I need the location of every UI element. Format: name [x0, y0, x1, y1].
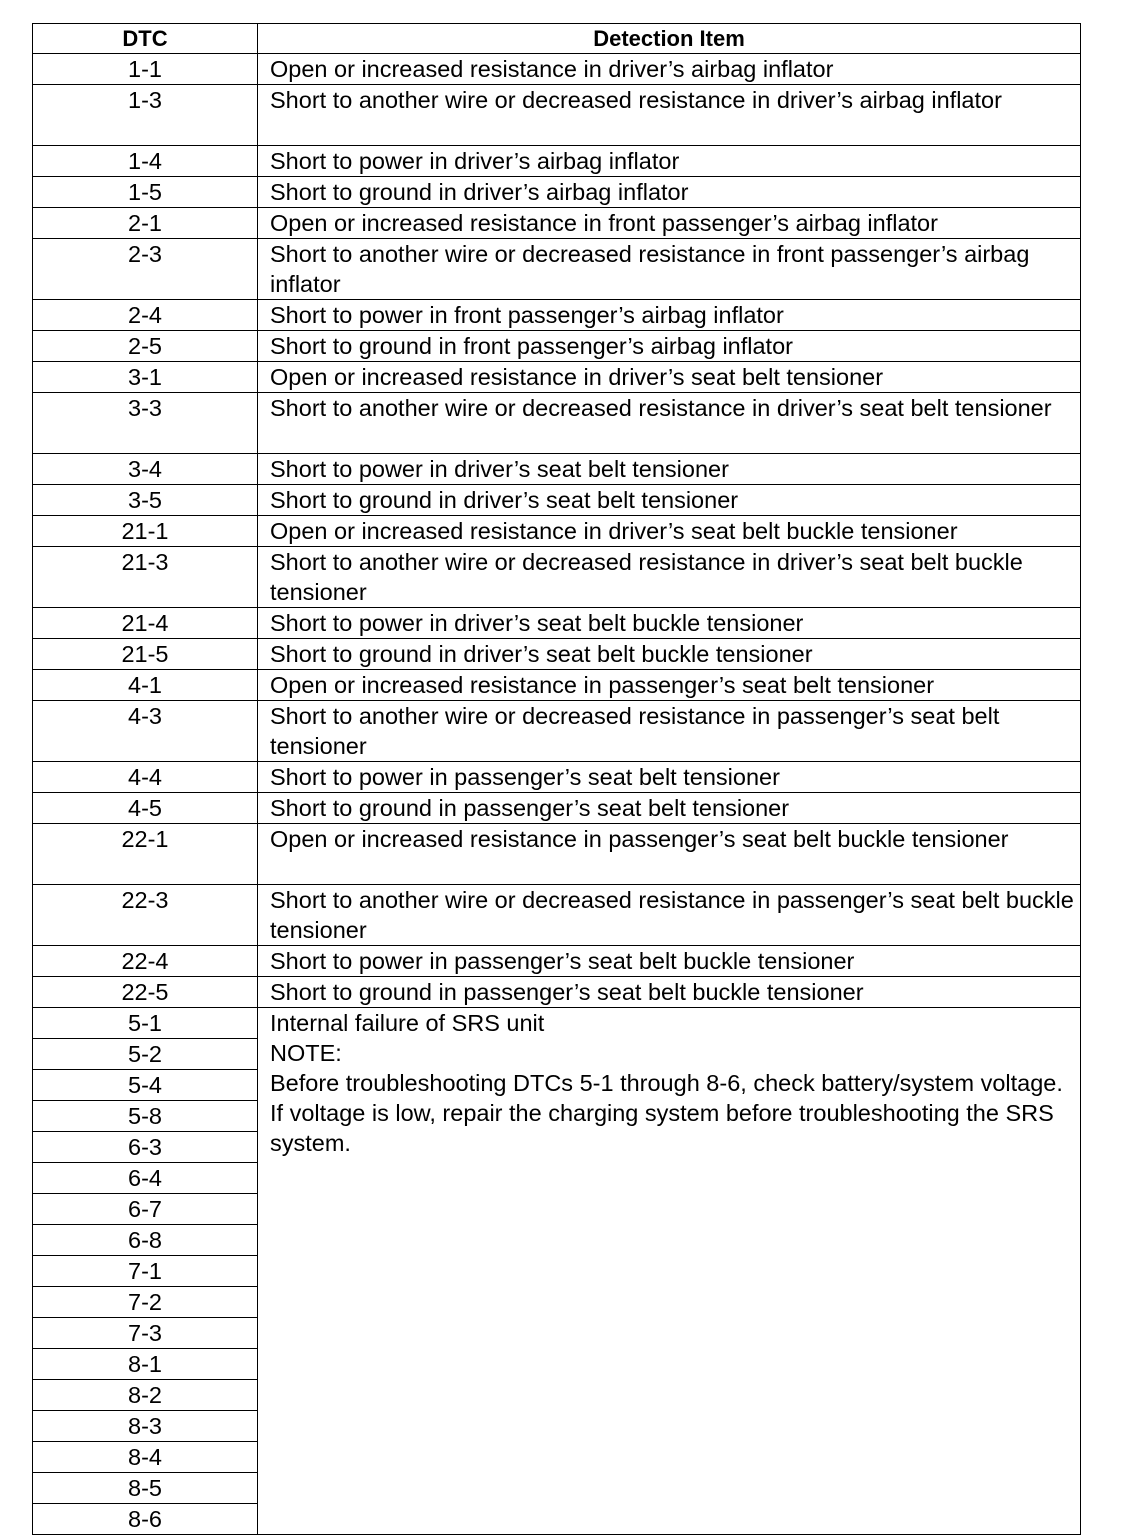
dtc-code: 3-3	[33, 393, 258, 454]
srs-internal-failure-cell	[258, 1008, 1081, 1535]
dtc-code: 22-3	[33, 885, 258, 946]
table-row	[33, 85, 1081, 146]
dtc-table	[32, 23, 1081, 1535]
dtc-code: 21-3	[33, 547, 258, 608]
internal-failure-text: Internal failure of SRS unit	[270, 1010, 545, 1036]
table-row	[33, 1008, 1081, 1039]
dtc-code: 1-3	[33, 85, 258, 146]
dtc-code: 2-5	[33, 331, 258, 362]
dtc-code: 6-8	[33, 1225, 258, 1256]
table-row	[33, 300, 1081, 331]
detection-item: Short to power in front passenger’s airbag inflator	[258, 300, 1081, 331]
dtc-code: 4-1	[33, 670, 258, 701]
detection-item: Short to power in passenger’s seat belt buckle tensioner	[258, 946, 1081, 977]
dtc-code: 6-3	[33, 1132, 258, 1163]
dtc-code: 5-2	[33, 1039, 258, 1070]
table-row	[33, 54, 1081, 85]
dtc-code: 5-1	[33, 1008, 258, 1039]
dtc-code: 22-4	[33, 946, 258, 977]
dtc-code: 8-6	[33, 1504, 258, 1535]
dtc-code: 22-1	[33, 824, 258, 885]
detection-item: Short to ground in front passenger’s airbag inflator	[258, 331, 1081, 362]
dtc-code: 2-1	[33, 208, 258, 239]
dtc-code: 3-4	[33, 454, 258, 485]
detection-item: Short to power in driver’s seat belt tensioner	[258, 454, 1081, 485]
table-row	[33, 547, 1081, 608]
detection-item: Open or increased resistance in passenger’s seat belt tensioner	[258, 670, 1081, 701]
detection-item: Short to another wire or decreased resistance in passenger’s seat belt buckle tensioner	[258, 885, 1081, 946]
detection-item: Open or increased resistance in passenger’s seat belt buckle tensioner	[258, 824, 1081, 885]
dtc-code: 1-5	[33, 177, 258, 208]
table-row	[33, 454, 1081, 485]
table-row	[33, 177, 1081, 208]
dtc-code: 8-1	[33, 1349, 258, 1380]
detection-item: Open or increased resistance in driver’s airbag inflator	[258, 54, 1081, 85]
detection-item: Open or increased resistance in front passenger’s airbag inflator	[258, 208, 1081, 239]
table-row	[33, 977, 1081, 1008]
detection-item: Open or increased resistance in driver’s seat belt tensioner	[258, 362, 1081, 393]
table-row	[33, 239, 1081, 300]
dtc-code: 8-5	[33, 1473, 258, 1504]
table-row	[33, 762, 1081, 793]
dtc-code: 8-2	[33, 1380, 258, 1411]
table-row	[33, 701, 1081, 762]
detection-item: Short to another wire or decreased resistance in driver’s seat belt tensioner	[258, 393, 1081, 454]
detection-item: Short to ground in passenger’s seat belt buckle tensioner	[258, 977, 1081, 1008]
table-row	[33, 670, 1081, 701]
dtc-code: 21-5	[33, 639, 258, 670]
table-row	[33, 885, 1081, 946]
table-row	[33, 793, 1081, 824]
dtc-code: 8-3	[33, 1411, 258, 1442]
dtc-code: 8-4	[33, 1442, 258, 1473]
table-row	[33, 516, 1081, 547]
detection-item: Short to another wire or decreased resistance in front passenger’s airbag inflator	[258, 239, 1081, 300]
dtc-code: 5-4	[33, 1070, 258, 1101]
table-row	[33, 331, 1081, 362]
detection-item: Short to ground in driver’s seat belt tensioner	[258, 485, 1081, 516]
dtc-code: 21-4	[33, 608, 258, 639]
table-row	[33, 485, 1081, 516]
note-label: NOTE:	[270, 1040, 342, 1066]
detection-item: Short to power in passenger’s seat belt tensioner	[258, 762, 1081, 793]
dtc-code: 21-1	[33, 516, 258, 547]
detection-item: Short to power in driver’s seat belt buckle tensioner	[258, 608, 1081, 639]
dtc-code: 1-4	[33, 146, 258, 177]
dtc-code: 2-4	[33, 300, 258, 331]
table-row	[33, 608, 1081, 639]
detection-item: Short to another wire or decreased resistance in driver’s airbag inflator	[258, 85, 1081, 146]
dtc-code: 22-5	[33, 977, 258, 1008]
dtc-code: 1-1	[33, 54, 258, 85]
dtc-code: 7-2	[33, 1287, 258, 1318]
detection-item: Short to another wire or decreased resistance in driver’s seat belt buckle tensioner	[258, 547, 1081, 608]
detection-item: Short to power in driver’s airbag inflator	[258, 146, 1081, 177]
detection-item: Short to ground in driver’s airbag inflator	[258, 177, 1081, 208]
dtc-code: 5-8	[33, 1101, 258, 1132]
dtc-code: 4-4	[33, 762, 258, 793]
dtc-code: 4-3	[33, 701, 258, 762]
dtc-code: 6-7	[33, 1194, 258, 1225]
table-row	[33, 146, 1081, 177]
header-dtc: DTC	[33, 24, 258, 54]
dtc-code: 4-5	[33, 793, 258, 824]
header-detection-item: Detection Item	[258, 24, 1081, 54]
detection-item: Short to another wire or decreased resistance in passenger’s seat belt tensioner	[258, 701, 1081, 762]
dtc-code: 7-3	[33, 1318, 258, 1349]
dtc-code: 3-1	[33, 362, 258, 393]
dtc-code: 2-3	[33, 239, 258, 300]
note-text: Before troubleshooting DTCs 5-1 through 8-6, check battery/system voltage. If voltage is low, repair the charging system before troubleshooting the SRS system.	[270, 1070, 1063, 1156]
table-row	[33, 208, 1081, 239]
detection-item: Open or increased resistance in driver’s seat belt buckle tensioner	[258, 516, 1081, 547]
table-row	[33, 824, 1081, 885]
detection-item: Short to ground in driver’s seat belt buckle tensioner	[258, 639, 1081, 670]
header-row	[33, 24, 1081, 54]
table-row	[33, 362, 1081, 393]
dtc-code: 3-5	[33, 485, 258, 516]
table-row	[33, 946, 1081, 977]
dtc-code: 7-1	[33, 1256, 258, 1287]
table-row	[33, 639, 1081, 670]
table-row	[33, 393, 1081, 454]
dtc-code: 6-4	[33, 1163, 258, 1194]
detection-item: Short to ground in passenger’s seat belt tensioner	[258, 793, 1081, 824]
